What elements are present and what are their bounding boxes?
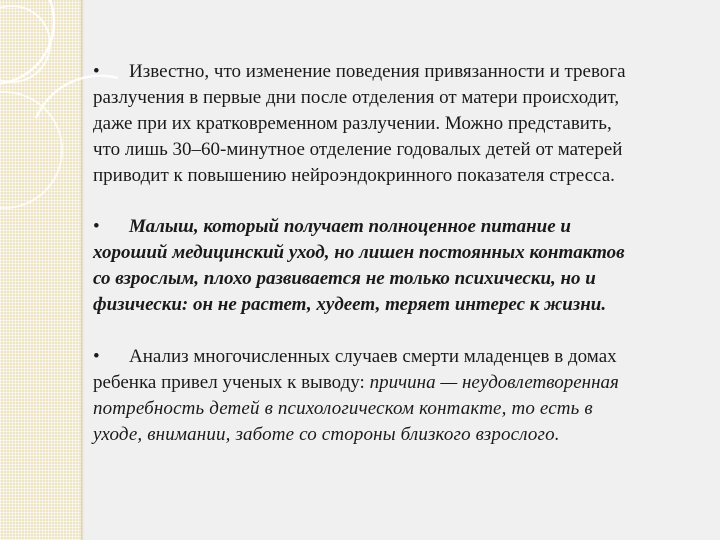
paragraph-2-line-4: физически: он не растет, худеет, теряет интерес к жизни.	[93, 294, 607, 315]
paragraph-2-line-2: хороший медицинский уход, но лишен постоянных контактов	[93, 242, 625, 263]
emphasis-text: причина — неудовлетворенная	[369, 372, 619, 393]
paragraph-1-line-4: что лишь 30–60-минутное отделение годовалых детей от матерей	[93, 139, 623, 160]
paragraph-2-line-3: со взрослым, плохо развивается не только психически, но и	[93, 268, 596, 289]
paragraph-1-line-2: разлучения в первые дни после отделения от матери происходит,	[93, 87, 620, 108]
bullet-icon: •	[93, 61, 100, 82]
bullet-icon: •	[93, 346, 100, 367]
paragraph-3-line-1: • Анализ многочисленных случаев смерти младенцев в домах	[93, 344, 617, 370]
bullet-icon: •	[93, 216, 100, 237]
paragraph-3-line-4: уходе, внимании, заботе со стороны близкого взрослого.	[93, 424, 560, 445]
paragraph-1-line-5: приводит к повышению нейроэндокринного показателя стресса.	[93, 165, 615, 186]
paragraph-3-line-2: ребенка привел ученых к выводу: причина — неудовлетворенная	[93, 372, 619, 393]
paragraph-1-line-3: даже при их кратковременном разлучении. Можно представить,	[93, 113, 612, 134]
paragraph-2-line-1: • Малыш, который получает полноценное питание и	[93, 214, 571, 240]
paragraph-3-line-3: потребность детей в психологическом контакте, то есть в	[93, 398, 593, 419]
paragraph-1-line-1: • Известно, что изменение поведения привязанности и тревога	[93, 59, 626, 85]
